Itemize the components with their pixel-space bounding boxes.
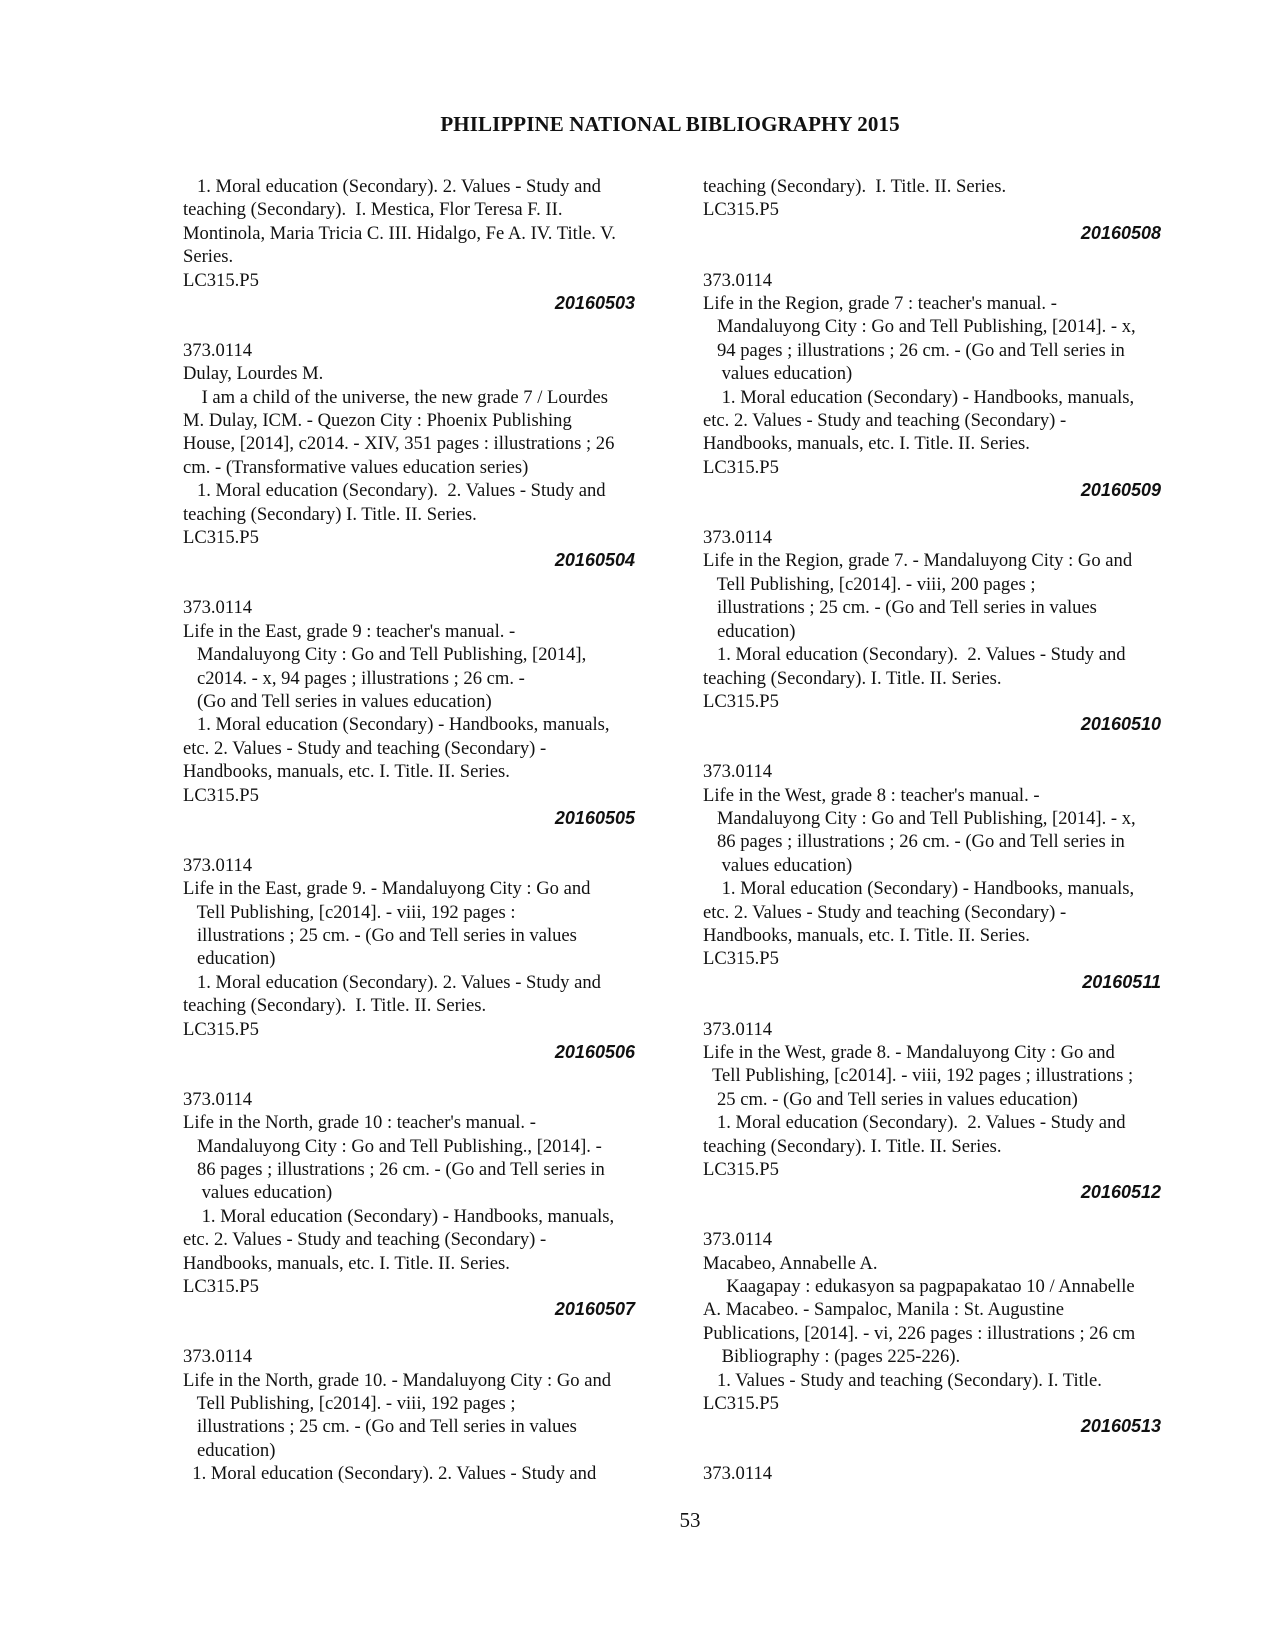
entry-gap [703,1205,1191,1228]
class-number: 373.0114 [703,527,773,549]
accession-number: 20160507 [554,1299,635,1320]
entry-line: education) [183,948,276,970]
entry-line: 86 pages ; illustrations ; 26 cm. - (Go and Tell series in [183,1159,605,1180]
accession-number: 20160503 [554,293,635,314]
class-number: 373.0114 [183,339,253,361]
entry-line: 1. Moral education (Secondary). 2. Values - Study and [703,1112,1126,1134]
entry-line: etc. 2. Values - Study and teaching (Secondary) - [183,1229,547,1251]
entry-line: teaching (Secondary). I. Title. II. Series. [703,667,1002,689]
entry-line: Series. [183,246,234,268]
entry-gap [703,994,1191,1017]
entry-line: teaching (Secondary) I. Title. II. Series. [183,503,477,525]
entry-line: etc. 2. Values - Study and teaching (Secondary) - [703,901,1067,923]
entry-line: 1. Moral education (Secondary) - Handbooks, manuals, [183,1205,615,1227]
entry-line: teaching (Secondary). I. Mestica, Flor Teresa F. II. [183,199,563,221]
entry-author: Macabeo, Annabelle A. [703,1252,878,1274]
entry-gap [183,830,665,853]
call-number: LC315.P5 [703,1159,779,1180]
entry-line: Mandaluyong City : Go and Tell Publishing, [2014]. - x, [703,807,1136,829]
call-number: LC315.P5 [703,199,779,221]
entry-line: 1. Moral education (Secondary). 2. Values - Study and [183,480,606,502]
entry-line: Tell Publishing, [c2014]. - viii, 192 pages ; illustrations ; [703,1065,1134,1087]
entry-line: (Go and Tell series in values education) [183,690,492,712]
entry-line: 86 pages ; illustrations ; 26 cm. - (Go and Tell series in [703,831,1125,853]
entry-line: cm. - (Transformative values education series) [183,456,529,478]
entry-title: Life in the West, grade 8 : teacher's manual. - [703,784,1040,806]
left-column [183,175,665,1486]
class-number: 373.0114 [703,1229,773,1251]
class-number: 373.0114 [703,269,773,291]
accession-number: 20160511 [1082,971,1161,992]
entry-line: Handbooks, manuals, etc. I. Title. II. Series. [703,924,1030,946]
accession-number: 20160504 [554,550,635,571]
call-number: LC315.P5 [183,1276,259,1298]
entry-line: 1. Moral education (Secondary) - Handbooks, manuals, [703,386,1135,408]
entry-line: values education) [703,854,853,876]
class-number: 373.0114 [703,1018,773,1040]
class-number: 373.0114 [703,1463,773,1485]
class-number: 373.0114 [183,854,253,876]
accession-number: 20160512 [1080,1182,1161,1203]
entry-line: etc. 2. Values - Study and teaching (Secondary) - [183,737,547,759]
entry-title: Life in the North, grade 10 : teacher's manual. - [183,1112,536,1134]
entry-line: 1. Moral education (Secondary). 2. Values - Study and [183,971,601,993]
entry-line: teaching (Secondary). I. Title. II. Series. [703,1135,1002,1157]
accession-number: 20160513 [1080,1416,1161,1437]
entry-gap [703,737,1191,760]
page-number: 53 [679,1508,701,1532]
entry-gap [703,503,1191,526]
call-number: LC315.P5 [183,784,259,806]
call-number: LC315.P5 [183,527,259,549]
call-number: LC315.P5 [703,456,779,478]
accession-number: 20160505 [554,807,635,828]
entry-gap [183,315,665,338]
entry-line: 1. Values - Study and teaching (Secondary). I. Title. [703,1369,1102,1391]
entry-line: M. Dulay, ICM. - Quezon City : Phoenix Publishing [183,410,572,432]
entry-line: etc. 2. Values - Study and teaching (Secondary) - [703,410,1067,432]
entry-line: Mandaluyong City : Go and Tell Publishing., [2014]. - [183,1135,602,1157]
entry-line: values education) [183,1182,333,1204]
entry-line: Handbooks, manuals, etc. I. Title. II. Series. [183,761,510,783]
entry-line: teaching (Secondary). I. Title. II. Series. [183,995,487,1017]
entry-line: 1. Moral education (Secondary). 2. Values - Study and [183,176,601,197]
entry-title: Life in the Region, grade 7 : teacher's manual. - [703,293,1057,315]
entry-line: Publications, [2014]. - vi, 226 pages : illustrations ; 26 cm [703,1322,1136,1344]
class-number: 373.0114 [183,1088,253,1110]
class-number: 373.0114 [703,761,773,783]
entry-line: House, [2014], c2014. - XIV, 351 pages : illustrations ; 26 [183,433,615,455]
entry-gap [703,245,1191,268]
entry-line: A. Macabeo. - Sampaloc, Manila : St. Augustine [703,1299,1064,1321]
entry-line: education) [703,620,796,642]
entry-line: illustrations ; 25 cm. - (Go and Tell series in values [703,597,1097,619]
entry-title: Life in the Region, grade 7. - Mandaluyong City : Go and [703,550,1133,572]
entry-line: Kaagapay : edukasyon sa pagpapakatao 10 / Annabelle [703,1276,1135,1298]
entry-line: illustrations ; 25 cm. - (Go and Tell series in values [183,1416,577,1438]
entry-line: I am a child of the universe, the new grade 7 / Lourdes [183,386,608,408]
entry-title: Life in the North, grade 10. - Mandaluyong City : Go and [183,1369,612,1391]
accession-number: 20160509 [1080,480,1161,501]
entry-line: education) [183,1439,276,1461]
page-title: PHILIPPINE NATIONAL BIBLIOGRAPHY 2015 [440,112,900,136]
entry-gap [703,1439,1191,1462]
entry-line: illustrations ; 25 cm. - (Go and Tell series in values [183,924,577,946]
entry-title: Life in the East, grade 9. - Mandaluyong City : Go and [183,878,591,900]
entry-gap [183,1322,665,1345]
call-number: LC315.P5 [703,948,779,970]
call-number: LC315.P5 [703,690,779,712]
entry-title: Life in the West, grade 8. - Mandaluyong City : Go and [703,1041,1115,1063]
class-number: 373.0114 [183,597,253,619]
entry-line: 25 cm. - (Go and Tell series in values education) [703,1088,1078,1110]
accession-number: 20160510 [1080,714,1161,735]
entry-line: 1. Moral education (Secondary). 2. Values - Study and [183,1463,597,1485]
entry-line: Bibliography : (pages 225-226). [703,1346,961,1368]
entry-line: Montinola, Maria Tricia C. III. Hidalgo, Fe A. IV. Title. V. [183,222,616,244]
entry-author: Dulay, Lourdes M. [183,363,324,385]
entry-line: 1. Moral education (Secondary) - Handbooks, manuals, [183,714,610,736]
entry-line: Mandaluyong City : Go and Tell Publishing, [2014]. - x, [703,316,1136,338]
entry-line: Mandaluyong City : Go and Tell Publishing, [2014], [183,644,587,666]
class-number: 373.0114 [183,1346,253,1368]
call-number: LC315.P5 [183,269,259,291]
right-column [703,175,1191,1486]
entry-line: teaching (Secondary). I. Title. II. Series. [703,176,1007,197]
entry-line: Tell Publishing, [c2014]. - viii, 200 pages ; [703,573,1036,595]
entry-line: Tell Publishing, [c2014]. - viii, 192 pages : [183,901,516,923]
entry-line: Handbooks, manuals, etc. I. Title. II. Series. [183,1252,510,1274]
call-number: LC315.P5 [183,1018,259,1040]
entry-gap [183,573,665,596]
entry-line: values education) [703,363,853,385]
entry-line: 94 pages ; illustrations ; 26 cm. - (Go and Tell series in [703,339,1125,361]
entry-line: Handbooks, manuals, etc. I. Title. II. Series. [703,433,1030,455]
call-number: LC315.P5 [703,1393,779,1415]
entry-line: c2014. - x, 94 pages ; illustrations ; 26 cm. - [183,667,525,689]
entry-line: Tell Publishing, [c2014]. - viii, 192 pages ; [183,1393,516,1415]
entry-gap [183,1064,665,1087]
entry-line: 1. Moral education (Secondary) - Handbooks, manuals, [703,878,1135,900]
accession-number: 20160506 [554,1041,635,1062]
accession-number: 20160508 [1080,222,1161,243]
entry-line: 1. Moral education (Secondary). 2. Values - Study and [703,644,1126,666]
entry-title: Life in the East, grade 9 : teacher's manual. - [183,620,516,642]
